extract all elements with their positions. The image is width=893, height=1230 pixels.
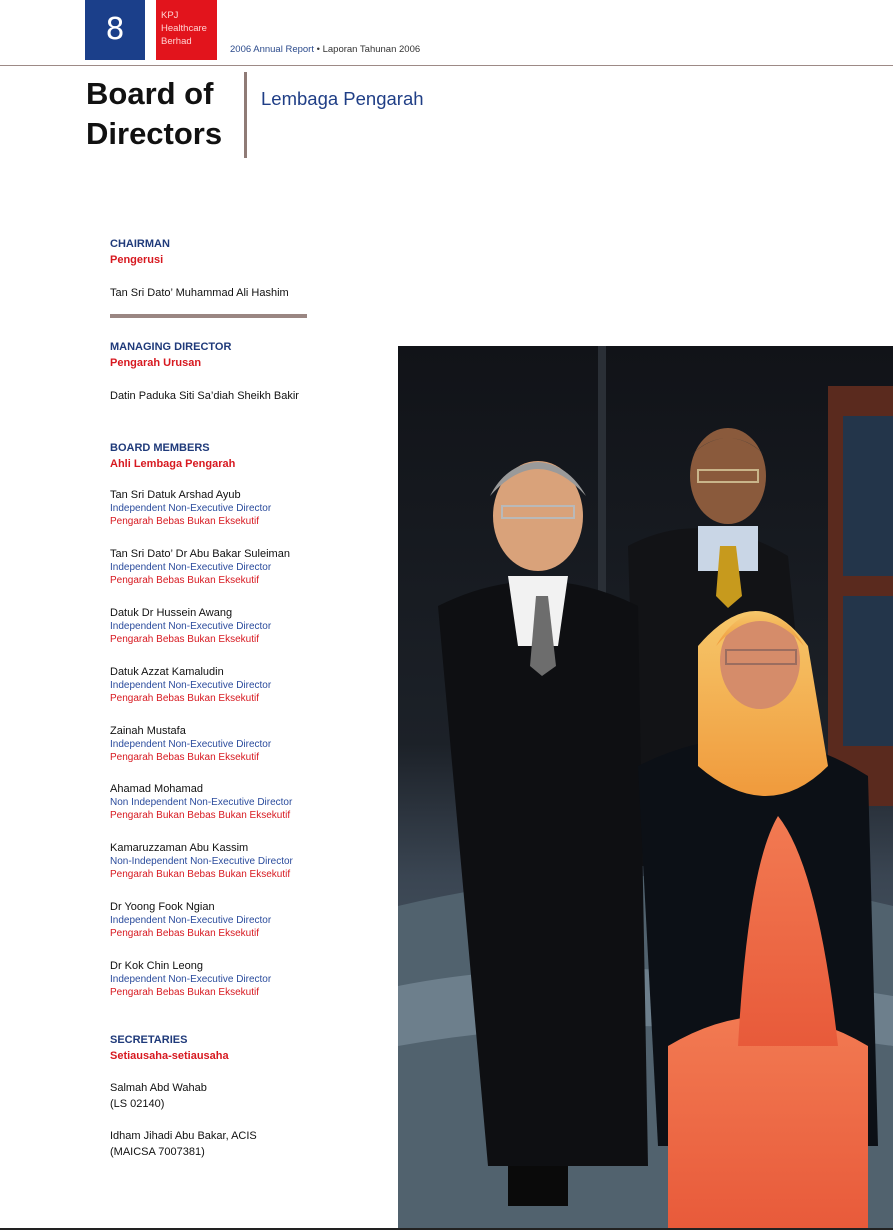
secretary-registration: (MAICSA 7007381) xyxy=(110,1146,205,1158)
report-title-my: Laporan Tahunan 2006 xyxy=(322,44,421,55)
board-member-entry xyxy=(110,488,271,528)
chairman-heading-my: Pengerusi xyxy=(110,254,164,266)
board-heading-en: BOARD MEMBERS xyxy=(110,442,210,454)
md-heading-en: MANAGING DIRECTOR xyxy=(110,341,232,353)
member-role-my: Pengarah Bebas Bukan Eksekutif xyxy=(110,752,259,763)
page-number-box xyxy=(85,0,145,60)
secretary-name: Salmah Abd Wahab xyxy=(110,1082,207,1094)
board-members-section xyxy=(110,440,235,472)
board-member-entry xyxy=(110,665,271,705)
secretary-name: Idham Jihadi Abu Bakar, ACIS xyxy=(110,1130,257,1142)
member-name: Zainah Mustafa xyxy=(110,725,186,737)
report-title-line xyxy=(230,44,420,55)
secretary-entry xyxy=(110,1128,257,1160)
member-role-my: Pengarah Bebas Bukan Eksekutif xyxy=(110,693,259,704)
secretary-registration: (LS 02140) xyxy=(110,1098,165,1110)
board-member-entry xyxy=(110,547,290,587)
brand-name: KPJ Healthcare Berhad xyxy=(161,10,207,47)
board-member-entry xyxy=(110,606,271,646)
member-name: Dr Kok Chin Leong xyxy=(110,960,203,972)
board-member-entry xyxy=(110,959,271,999)
bullet-separator: • xyxy=(316,44,320,55)
member-role-my: Pengarah Bebas Bukan Eksekutif xyxy=(110,634,259,645)
member-name: Datuk Azzat Kamaludin xyxy=(110,666,224,678)
secretaries-section xyxy=(110,1032,257,1160)
page-number: 8 xyxy=(105,12,125,47)
member-role-en: Non-Independent Non-Executive Director xyxy=(110,856,293,867)
member-role-en: Independent Non-Executive Director xyxy=(110,915,272,926)
brand-logo-box xyxy=(156,0,217,60)
member-role-en: Independent Non-Executive Director xyxy=(110,503,272,514)
title-vertical-bar xyxy=(244,72,247,158)
md-heading-my: Pengarah Urusan xyxy=(110,357,202,369)
member-name: Kamaruzzaman Abu Kassim xyxy=(110,842,249,854)
member-role-en: Independent Non-Executive Director xyxy=(110,562,272,573)
page-title: Board of Directors xyxy=(86,76,223,151)
member-role-my: Pengarah Bukan Bebas Bukan Eksekutif xyxy=(110,810,291,821)
member-role-en: Independent Non-Executive Director xyxy=(110,680,272,691)
managing-director-section xyxy=(110,339,299,403)
board-member-entry xyxy=(110,782,292,822)
member-role-en: Independent Non-Executive Director xyxy=(110,974,272,985)
board-group-photo xyxy=(398,346,893,1230)
member-name: Dr Yoong Fook Ngian xyxy=(110,901,215,913)
page-subtitle: Lembaga Pengarah xyxy=(261,88,424,109)
member-name: Ahamad Mohamad xyxy=(110,783,203,795)
chairman-section xyxy=(110,236,289,300)
member-role-my: Pengarah Bebas Bukan Eksekutif xyxy=(110,987,259,998)
member-role-my: Pengarah Bukan Bebas Bukan Eksekutif xyxy=(110,869,291,880)
board-member-entry xyxy=(110,900,271,940)
member-role-en: Independent Non-Executive Director xyxy=(110,739,272,750)
member-role-my: Pengarah Bebas Bukan Eksekutif xyxy=(110,516,259,527)
board-member-entry xyxy=(110,724,271,764)
report-title-en: 2006 Annual Report xyxy=(230,44,314,55)
board-heading-my: Ahli Lembaga Pengarah xyxy=(110,458,236,470)
member-name: Datuk Dr Hussein Awang xyxy=(110,607,233,619)
secretary-entry xyxy=(110,1080,257,1112)
chairman-name: Tan Sri Dato’ Muhammad Ali Hashim xyxy=(110,287,289,299)
member-role-en: Independent Non-Executive Director xyxy=(110,621,272,632)
member-name: Tan Sri Dato’ Dr Abu Bakar Suleiman xyxy=(110,548,290,560)
member-role-my: Pengarah Bebas Bukan Eksekutif xyxy=(110,575,259,586)
secretaries-heading-my: Setiausaha-setiausaha xyxy=(110,1050,229,1062)
member-role-my: Pengarah Bebas Bukan Eksekutif xyxy=(110,928,259,939)
md-name: Datin Paduka Siti Sa’diah Sheikh Bakir xyxy=(110,390,299,402)
chairman-heading-en: CHAIRMAN xyxy=(110,238,170,250)
member-name: Tan Sri Datuk Arshad Ayub xyxy=(110,489,241,501)
member-role-en: Non Independent Non-Executive Director xyxy=(110,797,293,808)
section-divider xyxy=(110,314,307,318)
board-member-entry xyxy=(110,841,293,881)
secretaries-heading-en: SECRETARIES xyxy=(110,1034,188,1046)
header-divider xyxy=(0,65,893,66)
